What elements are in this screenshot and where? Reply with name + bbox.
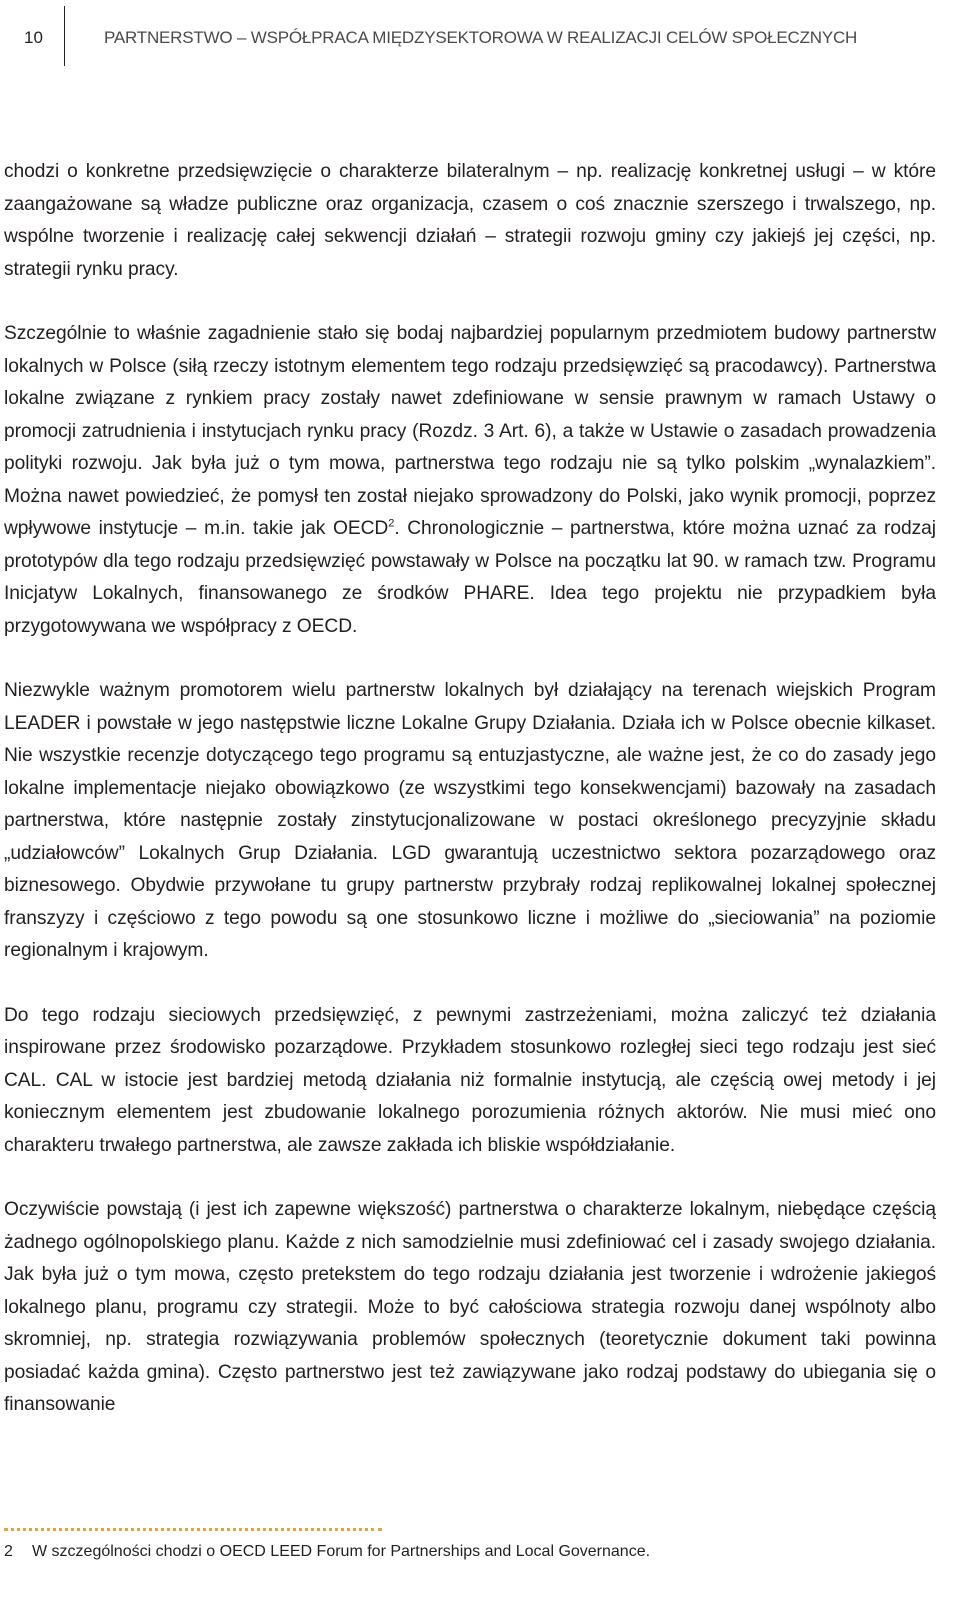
footnote-text: W szczególności chodzi o OECD LEED Forum for Partnerships and Local Governance. (32, 1543, 651, 1560)
paragraph-4: Do tego rodzaju sieciowych przedsięwzięć, z pewnymi zastrzeżeniami, można zaliczyć też działania inspirowane przez środowisko pozarządowe. Przykładem stosunkowo rozległej sieci tego rodzaju jest sieć CAL. CAL w istocie jest bardziej metodą działania niż formalnie instytucją, ale częścią owej metody i jej koniecznym elementem jest zbudowanie lokalnego porozumienia różnych aktorów. Nie musi mieć ono charakteru trwałego partnerstwa, ale zawsze zakłada ich bliskie współdziałanie. (4, 1004, 936, 1156)
paragraph-5: Oczywiście powstają (i jest ich zapewne większość) partnerstwa o charakterze lokalnym, niebędące częścią żadnego ogólnopolskiego planu. Każde z nich samodzielnie musi zdefiniować cel i zasady swojego działania. Jak była już o tym mowa, często pretekstem do tego rodzaju działania jest tworzenie i wdrożenie jakiegoś lokalnego planu, programu czy strategii. Może to być całościowa strategia rozwoju danej wspólnoty albo skromniej, np. strategia rozwiązywania problemów społecznych (teoretycznie dokument taki powinna posiadać każda gmina). Często partnerstwo jest też zawiązywane jako rodzaj podstawy do ubiegania się o finansowanie (4, 1199, 936, 1415)
footnote-number: 2 (4, 1543, 13, 1560)
paragraph-2-text: Szczególnie to właśnie zagadnienie stało się bodaj najbardziej popularnym przedmiotem budowy partnerstw lokalnych w Polsce (siłą rzeczy istotnym elementem tego rodzaju przedsięwzięć są pracodawcy). Partnerstwa lokalne związane z rynkiem pracy zostały nawet zdefiniowane w sensie prawnym w ramach Ustawy o promocji zatrudnienia i instytucjach rynku pracy (Rozdz. 3 Art. 6), a także w Ustawie o zasadach prowadzenia polityki rozwoju. Jak była już o tym mowa, partnerstwa tego rodzaju nie są tylko polskim „wynalazkiem”. Można nawet powiedzieć, że pomysł ten został niejako sprowadzony do Polski, jako wynik promocji, poprzez wpływowe instytucje – m.in. takie jak OECD (4, 323, 936, 539)
paragraph-1: chodzi o konkretne przedsięwzięcie o charakterze bilateralnym – np. realizację konkretnej usługi – w które zaangażowane są władze publiczne oraz organizacja, czasem o coś znacznie szerszego i trwalszego, np. wspólne tworzenie i realizację całej sekwencji działań – strategii rozwoju gminy czy jakiejś jej części, np. strategii rynku pracy. (4, 161, 936, 280)
footnote-reference: 2 (388, 517, 395, 530)
body-text (4, 156, 936, 1422)
page-header (0, 0, 960, 70)
paragraph-2 (4, 318, 936, 643)
paragraph-2-text-continued: . Chronologicznie – partnerstwa, które można uznać za rodzaj prototypów dla tego rodzaju przedsięwzięć powstawały w Polsce na początku lat 90. w ramach tzw. Programu Inicjatyw Lokalnych, finansowanego ze środków PHARE. Idea tego projektu nie przypadkiem była przygotowywana we współpracy z OECD. (4, 518, 936, 637)
running-title: PARTNERSTWO – WSPÓŁPRACA MIĘDZYSEKTOROWA W REALIZACJI CELÓW SPOŁECZNYCH (104, 28, 858, 47)
header-divider (64, 6, 65, 66)
footnote (4, 1541, 936, 1563)
page-number: 10 (24, 28, 43, 47)
paragraph-3: Niezwykle ważnym promotorem wielu partnerstw lokalnych był działający na terenach wiejskich Program LEADER i powstałe w jego następstwie liczne Lokalne Grupy Działania. Działa ich w Polsce obecnie kilkaset. Nie wszystkie recenzje dotyczącego tego programu są entuzjastyczne, ale ważne jest, że co do zasady jego lokalne implementacje niejako obowiązkowo (ze wszystkimi tego konsekwencjami) bazowały na zasadach partnerstwa, które następnie zostały zinstytucjonalizowane w postaci określonego precyzyjnie składu „udziałowców” Lokalnych Grup Działania. LGD gwarantują uczestnictwo sektora pozarządowego oraz biznesowego. Obydwie przywołane tu grupy partnerstw przybrały rodzaj replikowalnej lokalnej społecznej franszyzy i częściowo z tego powodu są one stosunkowo liczne i możliwe do „sieciowania” na poziomie regionalnym i krajowym. (4, 680, 936, 961)
footnotes (4, 1528, 936, 1563)
footnote-separator (4, 1528, 382, 1531)
